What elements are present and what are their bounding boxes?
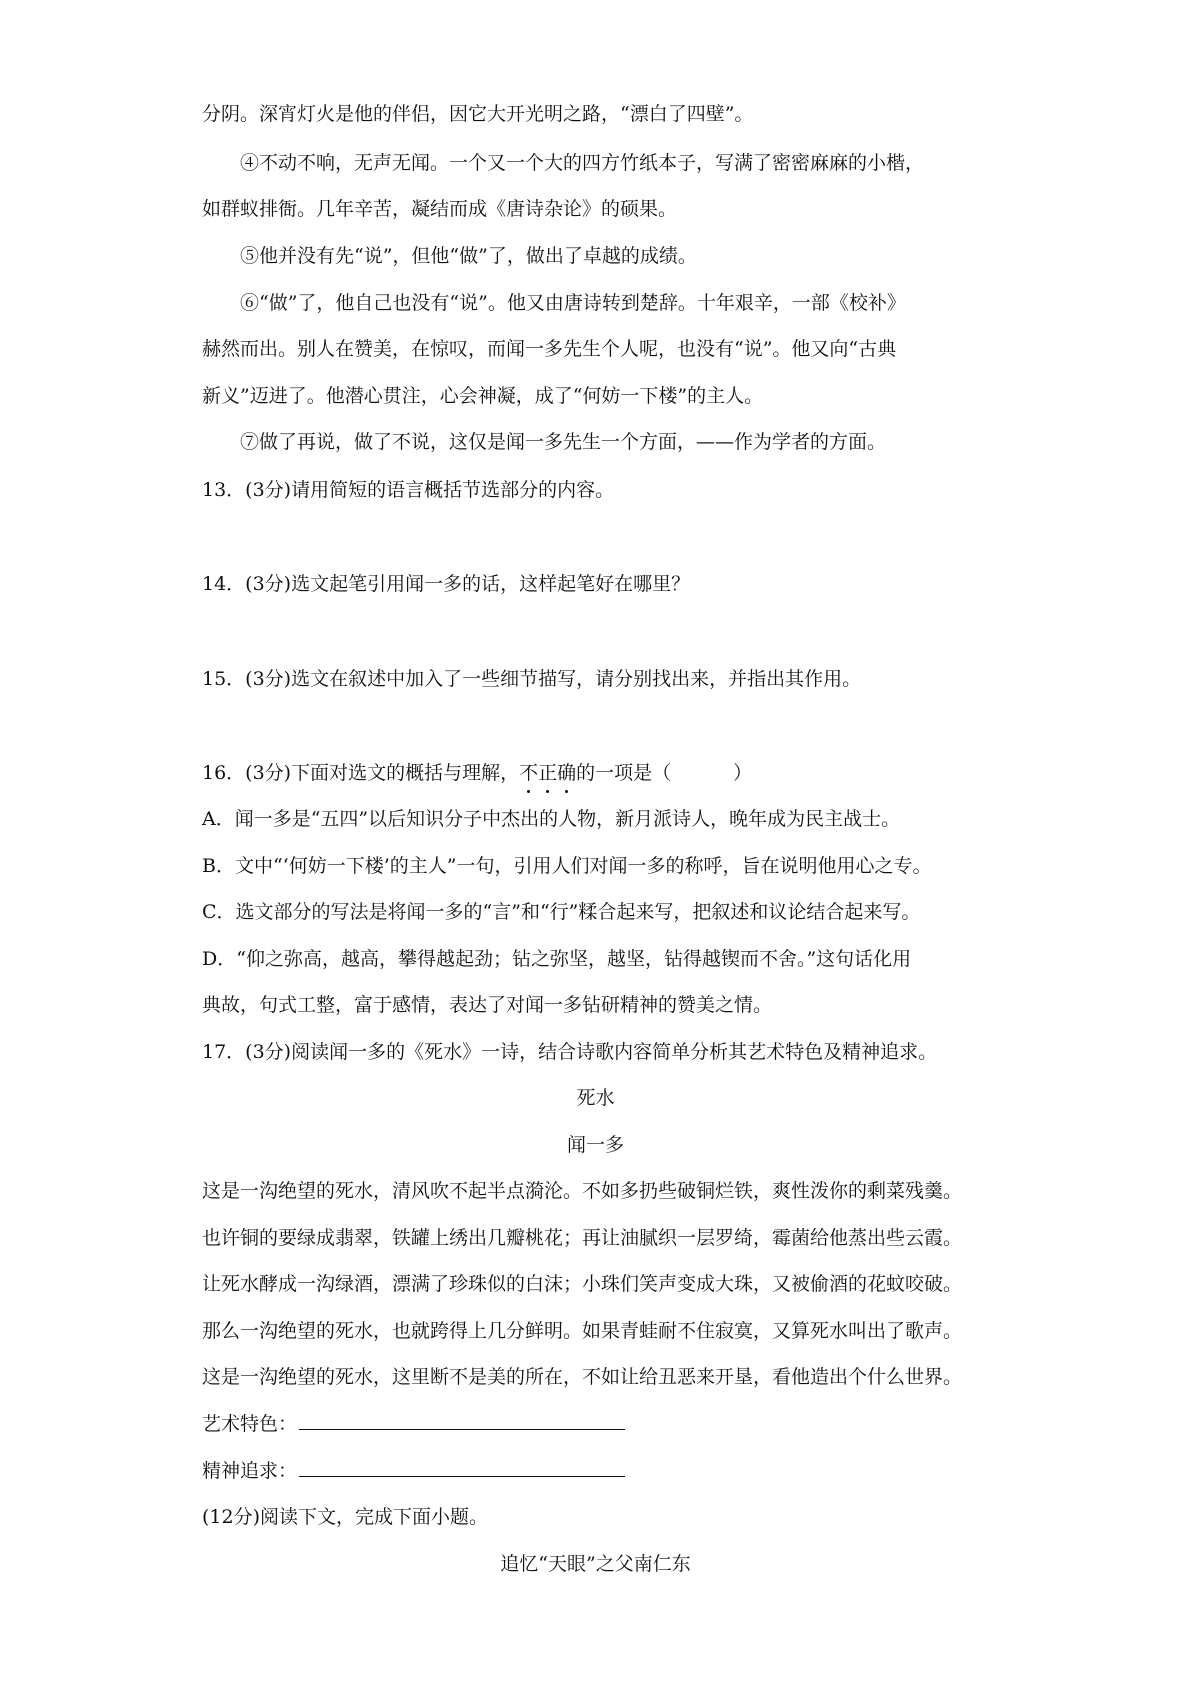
question-16-prefix: 16．(3分)下面对选文的概括与理解， (202, 762, 520, 784)
paragraph-5: ⑤他并没有先“说”，但他“做”了，做出了卓越的成绩。 (240, 245, 697, 267)
poem-line: 这是一沟绝望的死水，这里断不是美的所在，不如让给丑恶来开垦，看他造出个什么世界。 (202, 1366, 963, 1388)
option-a: A．闻一多是“五四”以后知识分子中杰出的人物，新月派诗人，晚年成为民主战士。 (202, 808, 901, 830)
emphasis-char-que: 确 (557, 762, 577, 784)
spirit-pursuit-blank[interactable] (299, 1458, 625, 1477)
poem-line: 也许铜的要绿成翡翠，铁罐上绣出几瓣桃花；再让油腻织一层罗绮，霉菌给他蒸出些云霞。 (202, 1227, 963, 1249)
article-title: 追忆“天眼”之父南仁东 (500, 1553, 691, 1575)
art-feature-label: 艺术特色： (202, 1413, 298, 1435)
paragraph-4-line-1: ④不动不响，无声无闻。一个又一个大的四方竹纸本子，写满了密密麻麻的小楷， (240, 152, 925, 174)
paragraph-6-line-3: 新义”迈进了。他潜心贯注，心会神凝，成了“何妨一下楼”的主人。 (202, 385, 764, 407)
spirit-pursuit-row (202, 1458, 625, 1484)
option-b: B．文中“‘何妨一下楼’的主人”一句，引用人们对闻一多的称呼，旨在说明他用心之专。 (202, 855, 932, 877)
option-d-line-2: 典故，句式工整，富于感情，表达了对闻一多钻研精神的赞美之情。 (202, 994, 773, 1016)
poem-line: 那么一沟绝望的死水，也就跨得上几分鲜明。如果青蛙耐不住寂寞，又算死水叫出了歌声。 (202, 1320, 963, 1342)
question-13: 13．(3分)请用简短的语言概括节选部分的内容。 (202, 479, 615, 501)
option-d-line-1: D．“仰之弥高，越高，攀得越起劲；钻之弥坚，越坚，钻得越锲而不舍。”这句话化用 (202, 948, 912, 970)
question-16-suffix: 的一项是（ (576, 762, 672, 784)
paragraph-6-line-1: ⑥“做”了，他自己也没有“说”。他又由唐诗转到楚辞。十年艰辛，一部《校补》 (240, 292, 906, 314)
emphasis-char-bu: 不 (519, 762, 539, 784)
option-c: C．选文部分的写法是将闻一多的“言”和“行”糅合起来写，把叙述和议论结合起来写。 (202, 901, 921, 923)
paragraph-6-line-2: 赫然而出。别人在赞美，在惊叹，而闻一多先生个人呢，也没有“说”。他又向“古典 (202, 338, 897, 360)
question-16-close: ） (733, 762, 753, 784)
poem-line: 让死水酵成一沟绿酒，漂满了珍珠似的白沫；小珠们笑声变成大珠，又被偷酒的花蚊咬破。 (202, 1273, 963, 1295)
paragraph-7: ⑦做了再说，做了不说，这仅是闻一多先生一个方面，——作为学者的方面。 (240, 431, 887, 453)
poem-line: 这是一沟绝望的死水，清风吹不起半点漪沦。不如多扔些破铜烂铁，爽性泼你的剩菜残羹。 (202, 1180, 963, 1202)
spirit-pursuit-label: 精神追求： (202, 1460, 298, 1482)
poem-author: 闻一多 (566, 1134, 624, 1156)
question-16 (202, 760, 752, 786)
question-15: 15．(3分)选文在叙述中加入了一些细节描写，请分别找出来，并指出其作用。 (202, 668, 862, 690)
question-14: 14．(3分)选文起笔引用闻一多的话，这样起笔好在哪里？ (202, 573, 691, 595)
emphasis-char-zheng: 正 (538, 762, 558, 784)
section-intro: (12分)阅读下文，完成下面小题。 (202, 1506, 489, 1528)
paragraph-3-end: 分阴。深宵灯火是他的伴侣，因它大开光明之路，“漂白了四壁”。 (202, 103, 754, 125)
paragraph-4-line-2: 如群蚁排衙。几年辛苦，凝结而成《唐诗杂论》的硕果。 (202, 198, 678, 220)
art-feature-row (202, 1411, 625, 1437)
art-feature-blank[interactable] (299, 1411, 625, 1430)
question-17: 17．(3分)阅读闻一多的《死水》一诗，结合诗歌内容简单分析其艺术特色及精神追求。 (202, 1041, 938, 1063)
poem-title: 死水 (576, 1087, 615, 1109)
